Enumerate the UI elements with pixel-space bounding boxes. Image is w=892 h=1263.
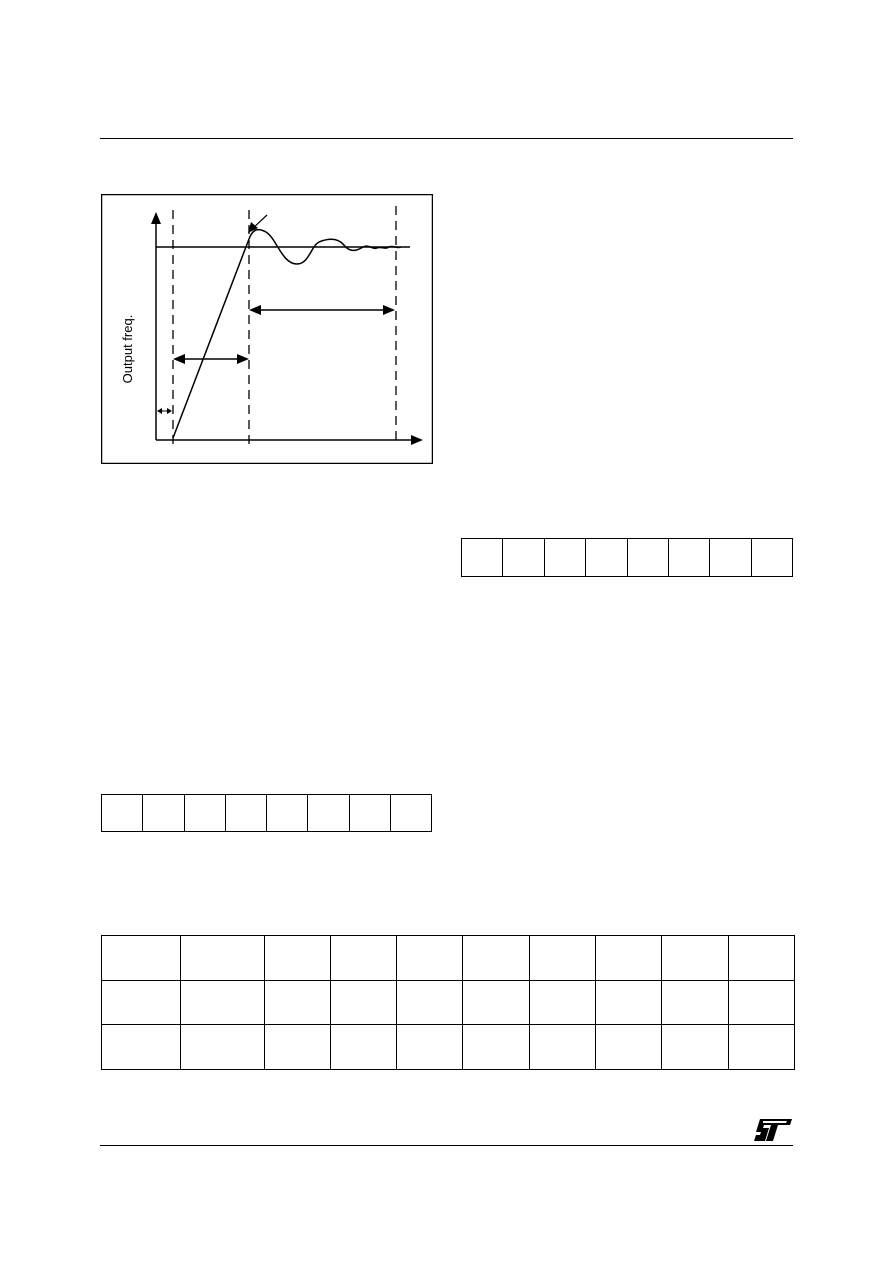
table-cell — [463, 980, 530, 1025]
table-cell — [729, 936, 795, 981]
register-table-1 — [461, 538, 793, 577]
table-row — [102, 936, 795, 981]
table-cell — [662, 936, 729, 981]
table-cell — [184, 795, 225, 832]
table-cell — [463, 1025, 530, 1070]
table-row — [102, 980, 795, 1025]
table-cell — [596, 936, 662, 981]
table-cell — [627, 539, 668, 577]
table-cell — [729, 1025, 795, 1070]
table-row — [102, 795, 432, 832]
table-cell — [265, 1025, 331, 1070]
table-cell — [265, 980, 331, 1025]
table-cell — [751, 539, 792, 577]
table-cell — [308, 795, 349, 832]
header-rule — [100, 138, 793, 139]
table-cell — [397, 936, 463, 981]
pll-lock-diagram — [101, 194, 433, 464]
table-cell — [596, 980, 662, 1025]
table-cell — [397, 980, 463, 1025]
table-cell — [102, 1025, 181, 1070]
table-row — [102, 1025, 795, 1070]
table-cell — [181, 1025, 265, 1070]
table-cell — [530, 936, 596, 981]
y-axis-label: Output freq. — [120, 314, 135, 384]
x-axis-arrow — [411, 435, 423, 445]
st-logo-icon — [754, 1117, 794, 1143]
table-cell — [544, 539, 585, 577]
table-cell — [102, 795, 143, 832]
table-cell — [181, 936, 265, 981]
figure-frame — [102, 195, 433, 464]
y-axis-arrow — [151, 212, 161, 224]
table-cell — [462, 539, 503, 577]
table-cell — [225, 795, 266, 832]
table-cell — [503, 539, 544, 577]
table-cell — [530, 1025, 596, 1070]
table-cell — [181, 980, 265, 1025]
table-cell — [662, 1025, 729, 1070]
table-cell — [102, 980, 181, 1025]
table-cell — [143, 795, 184, 832]
table-cell — [668, 539, 709, 577]
table-cell — [331, 936, 397, 981]
table-cell — [267, 795, 308, 832]
register-table-2 — [101, 794, 432, 832]
grid-table — [101, 935, 795, 1070]
table-cell — [349, 795, 390, 832]
table-cell — [662, 980, 729, 1025]
table-cell — [586, 539, 627, 577]
table-row — [462, 539, 793, 577]
footer-rule — [100, 1145, 793, 1146]
table-cell — [397, 1025, 463, 1070]
table-cell — [331, 1025, 397, 1070]
frequency-ramp — [173, 239, 249, 438]
table-cell — [463, 936, 530, 981]
table-cell — [390, 795, 431, 832]
table-cell — [596, 1025, 662, 1070]
table-cell — [265, 936, 331, 981]
table-cell — [331, 980, 397, 1025]
table-cell — [729, 980, 795, 1025]
table-cell — [102, 936, 181, 981]
table-cell — [530, 980, 596, 1025]
table-cell — [710, 539, 751, 577]
